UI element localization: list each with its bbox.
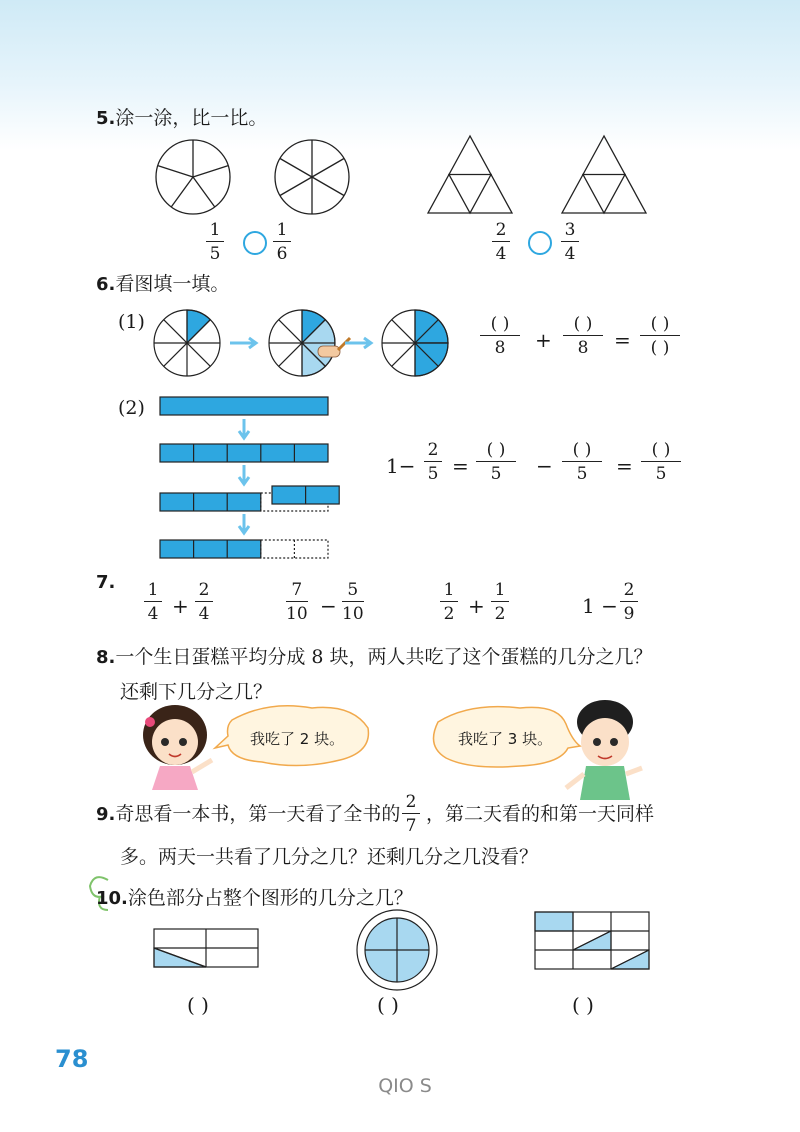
q9-fraction: 2 7 — [402, 792, 420, 836]
q6-part2-blank-1[interactable]: ( ) 5 — [476, 440, 516, 484]
q7-item2-op: − — [320, 594, 337, 618]
q6-part1-blank-2[interactable]: ( ) 8 — [563, 314, 603, 358]
q5-title: 5.涂一涂，比一比。 — [96, 107, 268, 129]
q6-part1-blank-3[interactable]: ( ) ( ) — [640, 314, 680, 358]
q10-figure-grid — [535, 912, 649, 969]
q6-title: 6.看图填一填。 — [96, 273, 230, 295]
q6-part1-equals: = — [614, 328, 631, 352]
q8-line2: 还剩下几分之几？ — [120, 681, 273, 703]
q9-line2: 多。两天一共看了几分之几？还剩几分之几没看？ — [120, 846, 539, 868]
q7-item4-one: 1 − — [582, 594, 618, 618]
q10-figure-ring — [357, 910, 437, 990]
boy-speech-text: 我吃了 3 块。 — [458, 730, 553, 748]
q7-item1-a: 1 4 — [144, 580, 162, 624]
q6-part2-label: (2) — [118, 397, 145, 419]
q10-figure-rectangle — [154, 929, 258, 967]
q10-answer-2[interactable]: ( ) — [377, 993, 399, 1017]
q6-part2-blank-3[interactable]: ( ) 5 — [641, 440, 681, 484]
q6-part2-one: 1− — [386, 454, 416, 478]
q7-item3-op: + — [468, 594, 485, 618]
q9-line1-b: ，第二天看的和第一天同样 — [426, 803, 655, 825]
q7-item4-b: 2 9 — [620, 580, 638, 624]
q7-title: 7. — [96, 572, 116, 593]
q10-answer-1[interactable]: ( ) — [187, 993, 209, 1017]
q5-frac-2-4: 2 4 — [492, 220, 510, 264]
q6-part2-equals-2: = — [616, 454, 633, 478]
q6-part2-minus: − — [536, 454, 553, 478]
q7-item2-b: 5 10 — [342, 580, 364, 624]
q6-part1-label: (1) — [118, 311, 145, 333]
q5-frac-1-6: 1 6 — [273, 220, 291, 264]
q5-frac-1-5: 1 5 — [206, 220, 224, 264]
q6-part1-blank-1[interactable]: ( ) 8 — [480, 314, 520, 358]
q6-part1-plus: + — [535, 328, 552, 352]
q6-part2-blank-2[interactable]: ( ) 5 — [562, 440, 602, 484]
q9-line1-a: 9.奇思看一本书，第一天看了全书的 — [96, 803, 401, 825]
q7-item1-b: 2 4 — [195, 580, 213, 624]
q10-answer-3[interactable]: ( ) — [572, 993, 594, 1017]
page-number: 78 — [55, 1045, 89, 1073]
watermark: QIO S — [378, 1075, 432, 1097]
girl-speech-text: 我吃了 2 块。 — [250, 730, 345, 748]
q7-item2-a: 7 10 — [286, 580, 308, 624]
q7-item3-b: 1 2 — [491, 580, 509, 624]
q10-title: 10.涂色部分占整个图形的几分之几？ — [96, 887, 413, 909]
q7-item1-op: + — [172, 594, 189, 618]
q6-part2-given: 2 5 — [424, 440, 442, 484]
q8-line1: 8.一个生日蛋糕平均分成 8 块，两人共吃了这个蛋糕的几分之几？ — [96, 646, 653, 668]
q5-frac-3-4: 3 4 — [561, 220, 579, 264]
q6-part2-equals-1: = — [452, 454, 469, 478]
q7-item3-a: 1 2 — [440, 580, 458, 624]
